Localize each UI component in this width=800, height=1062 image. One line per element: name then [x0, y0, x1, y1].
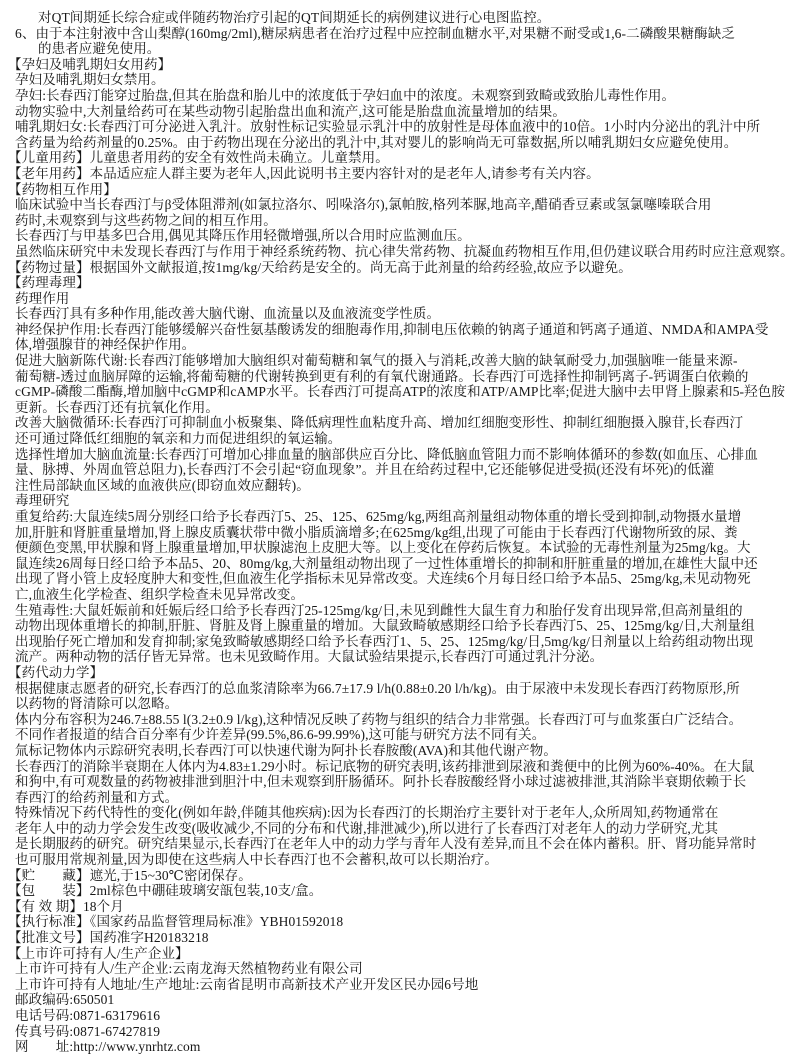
doc-text-line: 毒理研究 — [15, 493, 70, 509]
doc-text-line: 上市许可持有人/生产企业:云南龙海天然植物药业有限公司 — [15, 961, 363, 977]
doc-text-line: 出现胎仔死亡增加和发育抑制;家兔致畸敏感期经口给予长春西汀1、5、25、125mg/kg/日,5mg/kg/日剂量以上给药组动物出现 — [15, 633, 754, 649]
doc-text-line: 亡,血液生化学检查、组织学检查未见异常改变。 — [15, 586, 305, 602]
doc-text-line: 更新。长春西汀还有抗氧化作用。 — [15, 399, 219, 415]
doc-text-line: 流产。两种动物的活仔皆无异常。也未见致畸作用。大鼠试验结果提示,长春西汀可通过乳汁分泌。 — [15, 649, 604, 665]
doc-text-line: 特殊情况下药代特性的变化(例如年龄,伴随其他疾病):因为长春西汀的长期治疗主要针对于老年人,众所周知,药物通常在 — [15, 805, 719, 821]
doc-text-line: 长春西汀与甲基多巴合用,偶见其降压作用轻微增强,所以合用时应监测血压。 — [15, 228, 471, 244]
doc-text-line: 动物实验中,大剂量给药可在某些动物引起胎盘出血和流产,这可能是胎盘血流量增加的结果。 — [15, 103, 566, 119]
insert-text-block — [0, 10, 800, 1055]
section-header-line: 【执行标准】《国家药品监督管理局标准》YBH01592018 — [8, 914, 344, 930]
doc-text-line: 根据健康志愿者的研究,长春西汀的总血浆清除率为66.7±17.9 l/h(0.88±0.20 l/h/kg)。由于尿液中未发现长春西汀药物原形,所 — [15, 680, 740, 696]
doc-text-line: 药时,未观察到与这些药物之间的相互作用。 — [15, 212, 277, 228]
doc-text-line: 促进大脑新陈代谢:长春西汀能够增加大脑组织对葡萄糖和氧气的摄入与消耗,改善大脑的缺氧耐受力,加强脑唯一能量来源- — [15, 353, 738, 369]
section-header-line: 【药物相互作用】 — [8, 181, 117, 197]
doc-text-line: 邮政编码:650501 — [15, 992, 115, 1008]
doc-text-line: 动物出现体重增长的抑制,肝脏、肾脏及肾上腺重量的增加。大鼠致畸敏感期经口给予长春西汀5、25、125mg/kg/日,大剂量组 — [15, 618, 755, 634]
section-header-line: 【老年用药】本品适应症人群主要为老年人,因此说明书主要内容针对的是老年人,请参考有关内容。 — [8, 165, 600, 181]
doc-text-line: 生殖毒性:大鼠妊娠前和妊娠后经口给予长春西汀25-125mg/kg/日,未见到雌性大鼠生育力和胎仔发育出现异常,但高剂量组的 — [15, 602, 743, 618]
doc-text-line: 神经保护作用:长春西汀能够缓解兴奋性氨基酸诱发的细胞毒作用,抑制电压依赖的钠离子通道和钙离子通道、NMDA和AMPA受 — [15, 321, 769, 337]
doc-text-line: 长春西汀的消除半衰期在人体内为4.83±1.29小时。标记底物的研究表明,该药排泄到尿液和粪便中的比例为60%-40%。在大鼠 — [15, 758, 755, 774]
doc-text-line: 虽然临床研究中未发现长春西汀与作用于神经系统药物、抗心律失常药物、抗凝血药物相互作用,但仍建议联合用药时应注意观察。 — [15, 243, 794, 259]
section-header-line: 【儿童用药】儿童患者用药的安全有效性尚未确立。儿童禁用。 — [8, 150, 389, 166]
doc-text-line: 葡萄糖-透过血脑屏障的运输,将葡萄糖的代谢转换到更有利的有氧代谢通路。长春西汀可选择性抑制钙离子-钙调蛋白依赖的 — [15, 368, 749, 384]
section-header-line: 【药理毒理】 — [8, 275, 90, 291]
doc-text-line: 电话号码:0871-63179616 — [15, 1008, 161, 1023]
section-header-line: 【上市许可持有人/生产企业】 — [8, 945, 189, 961]
doc-text-line: 是长期服药的研究。研究结果显示,长春西汀在老年人中的动力学与青年人没有差异,而且不会在体内蓄积。肝、肾功能异常时 — [15, 836, 757, 852]
doc-text-line: 传真号码:0871-67427819 — [15, 1023, 161, 1039]
section-header-line: 【药代动力学】 — [8, 664, 104, 680]
doc-text-line: cGMP-磷酸二酯酶,增加脑中cGMP和cAMP水平。长春西汀可提高ATP的浓度和ATP/AMP比率;促进大脑中去甲肾上腺素和5-羟色胺 — [15, 384, 785, 400]
doc-text-line: 鼠连续26周每日经口给予本品5、20、80mg/kg,大剂量组动物出现了一过性体重增长的抑制和肝脏重量的增加,在雄性大鼠中还 — [15, 555, 758, 571]
doc-text-line: 春西汀的给药剂量和方式。 — [15, 789, 179, 805]
doc-text-line: 以药物的肾清除可以忽略。 — [15, 696, 179, 712]
section-header-line: 【贮 藏】遮光,于15~30℃密闭保存。 — [8, 867, 252, 883]
doc-text-line: 还可通过降低红细胞的氧亲和力而促进组织的氧运输。 — [15, 431, 342, 447]
doc-text-line: 临床试验中当长春西汀与β受体阻滞剂(如氯拉洛尔、吲哚洛尔),氯帕胺,格列苯脲,地高辛,醋硝香豆素或氢氯噻嗪联合用 — [15, 197, 712, 213]
doc-text-line: 孕妇:长春西汀能穿过胎盘,但其在胎盘和胎儿中的浓度低于孕妇血中的浓度。未观察到致畸或致胎儿毒性作用。 — [15, 87, 676, 103]
doc-text-line: 氚标记物体内示踪研究表明,长春西汀可以快速代谢为阿扑长春胺酸(AVA)和其他代谢产物。 — [15, 742, 557, 758]
section-header-line: 【孕妇及哺乳期妇女用药】 — [8, 56, 172, 72]
doc-text-line: 改善大脑微循环:长春西汀可抑制血小板聚集、降低病理性血粘度升高、增加红细胞变形性、抑制红细胞摄入腺苷,长春西汀 — [15, 415, 744, 431]
doc-text-line: 含药量为给药剂量的0.25%。由于药物出现在分泌出的乳汁中,其对婴儿的影响尚无可靠数据,所以哺乳期妇女应避免使用。 — [15, 134, 738, 150]
doc-text-line: 老年人中的动力学会发生改变(吸收减少,不同的分布和代谢,排泄减少),所以进行了长春西汀对老年人的动力学研究,尤其 — [15, 820, 719, 836]
doc-text-line: 孕妇及哺乳期妇女禁用。 — [15, 72, 165, 88]
doc-text-line: 上市许可持有人地址/生产地址:云南省昆明市高新技术产业开发区民办园6号地 — [15, 976, 479, 992]
doc-text-line: 6、由于本注射液中含山梨醇(160mg/2ml),糖尿病患者在治疗过程中应控制血糖水平,对果糖不耐受或1,6-二磷酸果糖酶缺乏 — [15, 25, 735, 41]
section-header-line: 【包 装】2ml棕色中硼硅玻璃安瓿包装,10支/盒。 — [8, 883, 323, 899]
doc-text-line: 注性局部缺血区域的血液供应(即窃血效应翻转)。 — [15, 477, 310, 493]
doc-text-line: 的患者应避免使用。 — [38, 41, 161, 57]
doc-text-line: 体内分布容积为246.7±88.55 l(3.2±0.9 l/kg),这种情况反映了药物与组织的结合力非常强。长春西汀可与血浆蛋白广泛结合。 — [15, 711, 743, 727]
doc-text-line: 选择性增加大脑血流量:长春西汀可增加心排血量的脑部供应百分比、降低脑血管阻力而不影响体循环的参数(如血压、心排血 — [15, 446, 758, 462]
section-header-line: 【药物过量】根据国外文献报道,按1mg/kg/天给药是安全的。尚无高于此剂量的给药经验,故应予以避免。 — [8, 259, 632, 275]
doc-text-line: 重复给药:大鼠连续5周分别经口给予长春西汀5、25、125、625mg/kg,两组高剂量组动物体重的增长受到抑制,动物摄水量增 — [15, 509, 742, 524]
doc-text-line: 也可服用常规剂量,因为即使在这些病人中长春西汀也不会蓄积,故可以长期治疗。 — [15, 852, 498, 868]
doc-text-line: 药理作用 — [15, 290, 70, 306]
doc-text-line: 便颜色变黑,甲状腺和肾上腺重量增加,甲状腺滤泡上皮肥大等。以上变化在停药后恢复。本试验的无毒性剂量为25mg/kg。大 — [15, 540, 751, 556]
doc-text-line: 和狗中,有可观数量的药物被排泄到胆汁中,但未观察到肝肠循环。阿扑长春胺酸经肾小球过滤被排泄,其消除半衰期依赖于长 — [15, 774, 747, 790]
doc-text-line: 出现了肾小管上皮轻度肿大和变性,但血液生化学指标未见异常改变。犬连续6个月每日经口给予本品5、25mg/kg,未见动物死 — [15, 571, 751, 587]
section-header-line: 【有 效 期】18个月 — [8, 898, 124, 914]
doc-text-line: 对QT间期延长综合症或伴随药物治疗引起的QT间期延长的病例建议进行心电图监控。 — [38, 10, 551, 25]
section-header-line: 【批准文号】国药准字H20183218 — [8, 930, 209, 946]
doc-text-line: 长春西汀具有多种作用,能改善大脑代谢、血流量以及血液流变学性质。 — [15, 306, 441, 322]
doc-text-line: 体,增强腺苷的神经保护作用。 — [15, 337, 196, 353]
doc-text-line: 量、脉搏、外周血管总阻力),长春西汀不会引起“窃血现象”。并且在给药过程中,它还能够促进受损(还没有坏死)的低灌 — [15, 462, 715, 478]
doc-text-line: 哺乳期妇女:长春西汀可分泌进入乳汁。放射性标记实验显示乳汁中的放射性是母体血液中的10倍。1小时内分泌出的乳汁中所 — [15, 119, 761, 135]
doc-text-line: 不同作者报道的结合百分率有少许差异(99.5%,86.6-99.99%),这可能与研究方法不同有关。 — [15, 727, 546, 743]
doc-text-line: 加,肝脏和肾脏重量增加,肾上腺皮质囊状带中微小脂质滴增多;在625mg/kg组,出现了可能由于长春西汀代谢物所致的尿、粪 — [15, 524, 738, 540]
doc-text-line: 网 址:http://www.ynrhtz.com — [15, 1039, 201, 1055]
